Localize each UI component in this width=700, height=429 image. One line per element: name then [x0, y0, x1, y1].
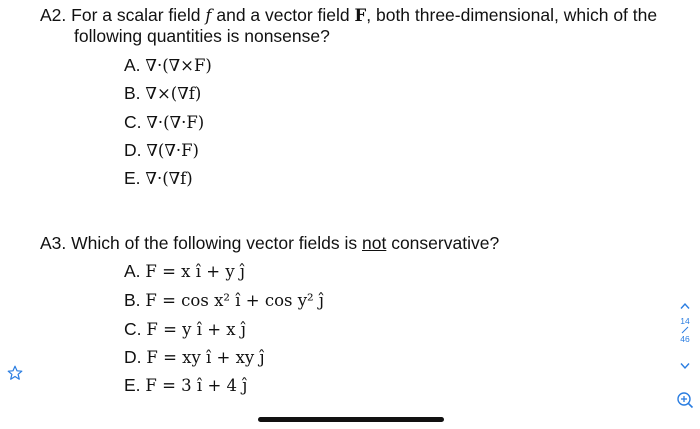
page-total: 46 [680, 334, 690, 344]
option-math: F = cos x² î + cos y² ĵ [145, 291, 325, 310]
question-a3-emphasis: not [362, 233, 387, 253]
chevron-up-icon[interactable] [679, 297, 691, 305]
question-a3-text-part1: Which of the following vector fields is [71, 233, 358, 253]
option-math: F = x î + y ĵ [145, 262, 246, 281]
option-label: B. [124, 290, 141, 310]
option-label: A. [124, 261, 141, 281]
zoom-in-icon[interactable] [676, 391, 694, 409]
option-a3-d[interactable] [124, 346, 265, 369]
question-a2-text-part3: , both three-dimensional, which of the [366, 5, 658, 25]
question-a3-line1 [40, 232, 499, 254]
option-label: B. [124, 83, 141, 103]
star-outline-icon[interactable] [7, 365, 23, 381]
option-a3-b[interactable] [124, 289, 324, 312]
question-a2-text-part1: For a scalar field [71, 5, 201, 25]
option-math: F = y î + x ĵ [146, 320, 246, 339]
option-label: D. [124, 140, 142, 160]
option-a3-c[interactable] [124, 318, 246, 341]
option-a2-a[interactable] [124, 54, 212, 77]
page-current: 14 [680, 316, 690, 326]
option-a2-d[interactable] [124, 139, 199, 162]
option-math: ∇(∇·F) [146, 141, 199, 160]
question-a2-number: A2. [40, 5, 67, 25]
option-math: F = xy î + xy ĵ [146, 348, 265, 367]
option-label: E. [124, 168, 141, 188]
home-indicator[interactable] [258, 417, 444, 422]
option-label: D. [124, 347, 142, 367]
option-label: E. [124, 375, 141, 395]
option-a2-c[interactable] [124, 111, 204, 134]
page-divider-icon [680, 326, 690, 334]
question-a2-text-line2: following quantities is nonsense? [74, 26, 330, 46]
option-a3-e[interactable] [124, 374, 247, 397]
option-a2-e[interactable] [124, 167, 193, 190]
option-math: ∇·(∇f) [145, 169, 193, 188]
option-math: ∇×(∇f) [145, 84, 202, 103]
option-math: ∇·(∇·F) [146, 113, 205, 132]
question-a2-text-part2: and a vector field [216, 5, 350, 25]
question-a3-number: A3. [40, 233, 67, 253]
chevron-down-icon[interactable] [679, 357, 691, 365]
option-a3-a[interactable] [124, 260, 245, 283]
question-a2-line2 [74, 25, 330, 47]
page-indicator [676, 316, 694, 346]
question-a2-line1 [40, 4, 657, 27]
option-label: C. [124, 112, 142, 132]
symbol-F: F [354, 6, 367, 25]
symbol-f: f [205, 6, 212, 25]
question-a3-text-part2: conservative? [391, 233, 500, 253]
option-label: C. [124, 319, 142, 339]
option-a2-b[interactable] [124, 82, 201, 105]
option-math: F = 3 î + 4 ĵ [145, 376, 248, 395]
option-label: A. [124, 55, 141, 75]
option-math: ∇·(∇×F) [145, 56, 212, 75]
